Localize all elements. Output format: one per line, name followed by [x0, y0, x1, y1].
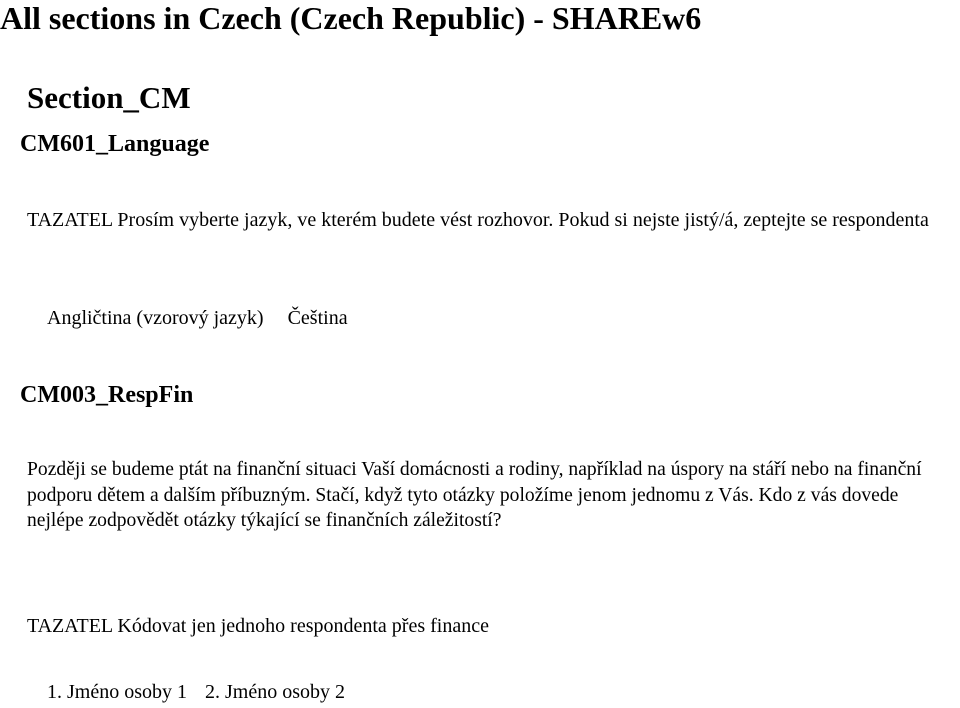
- interviewer-note-cm003: TAZATEL Kódovat jen jednoho respondenta přes finance: [27, 615, 489, 637]
- answer-options-cm601: [47, 306, 348, 331]
- answer-option-english[interactable]: Angličtina (vzorový jazyk): [47, 307, 264, 329]
- question-id-cm003: CM003_RespFin: [20, 382, 194, 408]
- question-text-cm601: TAZATEL Prosím vyberte jazyk, ve kterém budete vést rozhovor. Pokud si nejste jistý/á, zeptejte se respondenta: [27, 209, 929, 231]
- answer-option-person-2[interactable]: 2. Jméno osoby 2: [205, 681, 345, 703]
- question-text-cm003: Později se budeme ptát na finanční situaci Vaší domácnosti a rodiny, například na úspory na stáří nebo na finanční podporu dětem a dalším příbuzným. Stačí, když tyto otázky položíme jenom jednomu z Vás. Kdo z vás dovede nejlépe zodpovědět otázky týkající se finančních záležitostí?: [27, 459, 922, 531]
- page-title: All sections in Czech (Czech Republic) - SHAREw6: [0, 0, 702, 36]
- answer-option-person-1[interactable]: 1. Jméno osoby 1: [47, 681, 187, 703]
- answer-option-czech[interactable]: Čeština: [287, 307, 348, 329]
- answer-options-cm003: [47, 680, 345, 705]
- question-id-cm601: CM601_Language: [20, 131, 210, 157]
- section-heading: Section_CM: [27, 80, 191, 115]
